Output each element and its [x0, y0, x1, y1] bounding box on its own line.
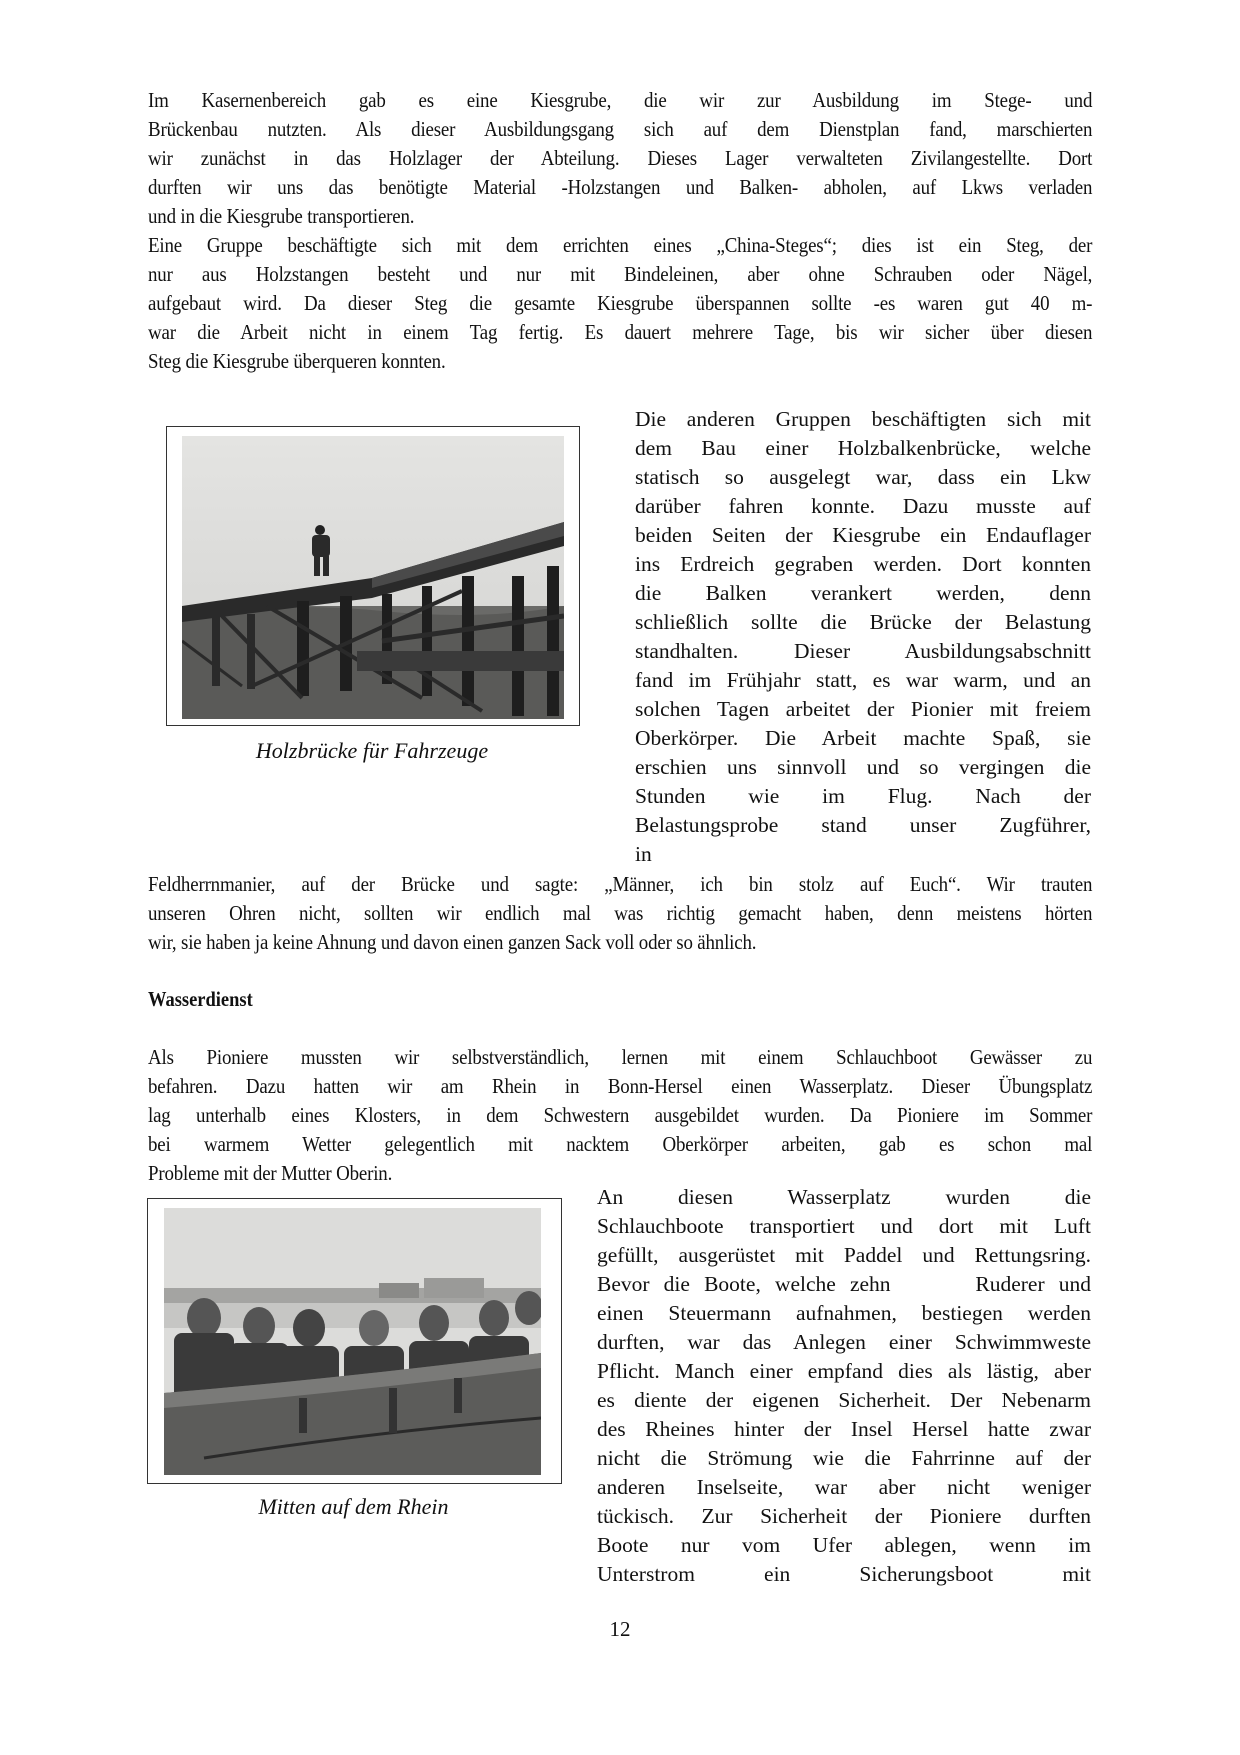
text-line: Im Kasernenbereich gab es eine Kiesgrube, die wir zur Ausbildung im Stege- und	[148, 88, 1093, 112]
text-line: Pflicht. Manch einer empfand dies als lästig, aber	[597, 1359, 1091, 1383]
text-line: Eine Gruppe beschäftigte sich mit dem errichten eines „China-Steges“; dies ist ein Steg, der	[148, 233, 1093, 257]
section-heading-wasserdienst: Wasserdienst	[148, 987, 253, 1011]
text-line: durften, war das Anlegen einer Schwimmweste	[597, 1330, 1091, 1354]
text-line: aufgebaut wird. Da dieser Steg die gesamte Kiesgrube überspannen sollte -es waren gut 40 m-	[148, 291, 1093, 315]
text-line: solchen Tagen arbeitet der Pionier mit freiem	[635, 697, 1091, 721]
text-line: Feldherrnmanier, auf der Brücke und sagte: „Männer, ich bin stolz auf Euch“. Wir trauten	[148, 872, 1093, 896]
bridge-photo	[182, 436, 564, 719]
text-line: Bevor die Boote, welche zehn Ruderer und	[597, 1272, 1091, 1296]
text-line: ins Erdreich gegraben werden. Dort konnten	[635, 552, 1091, 576]
text-line: Stunden wie im Flug. Nach der	[635, 784, 1091, 808]
text-line: Oberkörper. Die Arbeit machte Spaß, sie	[635, 726, 1091, 750]
text-line: fand im Frühjahr statt, es war warm, und an	[635, 668, 1091, 692]
boat-photo-caption: Mitten auf dem Rhein	[258, 1494, 449, 1519]
text-line: anderen Inselseite, war aber nicht weniger	[597, 1475, 1091, 1499]
text-line: es diente der eigenen Sicherheit. Der Nebenarm	[597, 1388, 1091, 1412]
text-line: lag unterhalb eines Klosters, in dem Schwestern ausgebildet wurden. Da Pioniere im Sommer	[148, 1103, 1093, 1127]
bridge-photo-frame	[166, 426, 580, 726]
bridge-photo-caption: Holzbrücke für Fahrzeuge	[255, 738, 489, 763]
text-line: gefüllt, ausgerüstet mit Paddel und Rettungsring.	[597, 1243, 1091, 1267]
text-line: Probleme mit der Mutter Oberin.	[148, 1161, 393, 1185]
text-line: Als Pioniere mussten wir selbstverständlich, lernen mit einem Schlauchboot Gewässer zu	[148, 1045, 1093, 1069]
text-line: nur aus Holzstangen besteht und nur mit Bindeleinen, aber ohne Schrauben oder Nägel,	[148, 262, 1093, 286]
text-line: Boote nur vom Ufer ablegen, wenn im	[597, 1533, 1091, 1557]
text-line: standhalten. Dieser Ausbildungsabschnitt	[635, 639, 1091, 663]
text-line: war die Arbeit nicht in einem Tag fertig. Es dauert mehrere Tage, bis wir sicher über diesen	[148, 320, 1093, 344]
text-line: in	[635, 842, 652, 866]
page-number: 12	[609, 1617, 631, 1641]
text-line: Steg die Kiesgrube überqueren konnten.	[148, 349, 446, 373]
text-line: durften wir uns das benötigte Material -Holzstangen und Balken- abholen, auf Lkws verladen	[148, 175, 1093, 199]
text-line: die Balken verankert werden, denn	[635, 581, 1091, 605]
boat-photo-frame	[147, 1198, 562, 1484]
text-line: bei warmem Wetter gelegentlich mit nacktem Oberkörper arbeiten, gab es schon mal	[148, 1132, 1093, 1156]
text-line: beiden Seiten der Kiesgrube ein Endauflager	[635, 523, 1091, 547]
text-line: Brückenbau nutzten. Als dieser Ausbildungsgang sich auf dem Dienstplan fand, marschierten	[148, 117, 1093, 141]
bridge-photo-image	[182, 436, 564, 719]
text-line: wir zunächst in das Holzlager der Abteilung. Dieses Lager verwalteten Zivilangestellte. Dort	[148, 146, 1093, 170]
text-line: nicht die Strömung wie die Fahrrinne auf der	[597, 1446, 1091, 1470]
text-line: einen Steuermann aufnahmen, bestiegen werden	[597, 1301, 1091, 1325]
text-line: des Rheines hinter der Insel Hersel hatte zwar	[597, 1417, 1091, 1441]
text-line: Belastungsprobe stand unser Zugführer,	[635, 813, 1091, 837]
text-line: tückisch. Zur Sicherheit der Pioniere durften	[597, 1504, 1091, 1528]
text-line: An diesen Wasserplatz wurden die	[597, 1185, 1091, 1209]
text-line: statisch so ausgelegt war, dass ein Lkw	[635, 465, 1091, 489]
text-line: Die anderen Gruppen beschäftigten sich mit	[635, 407, 1091, 431]
text-line: unseren Ohren nicht, sollten wir endlich mal was richtig gemacht haben, denn meistens hörten	[148, 901, 1093, 925]
text-line: Unterstrom ein Sicherungsboot mit	[597, 1562, 1091, 1586]
text-line: darüber fahren konnte. Dazu musste auf	[635, 494, 1091, 518]
boat-photo-image	[164, 1208, 541, 1475]
text-line: wir, sie haben ja keine Ahnung und davon einen ganzen Sack voll oder so ähnlich.	[148, 930, 757, 954]
text-line: dem Bau einer Holzbalkenbrücke, welche	[635, 436, 1091, 460]
text-line: Schlauchboote transportiert und dort mit Luft	[597, 1214, 1091, 1238]
text-line: und in die Kiesgrube transportieren.	[148, 204, 415, 228]
text-line: erschien uns sinnvoll und so vergingen die	[635, 755, 1091, 779]
text-line: befahren. Dazu hatten wir am Rhein in Bonn-Hersel einen Wasserplatz. Dieser Übungsplatz	[148, 1074, 1093, 1098]
boat-photo	[164, 1208, 541, 1475]
text-line: schließlich sollte die Brücke der Belastung	[635, 610, 1091, 634]
